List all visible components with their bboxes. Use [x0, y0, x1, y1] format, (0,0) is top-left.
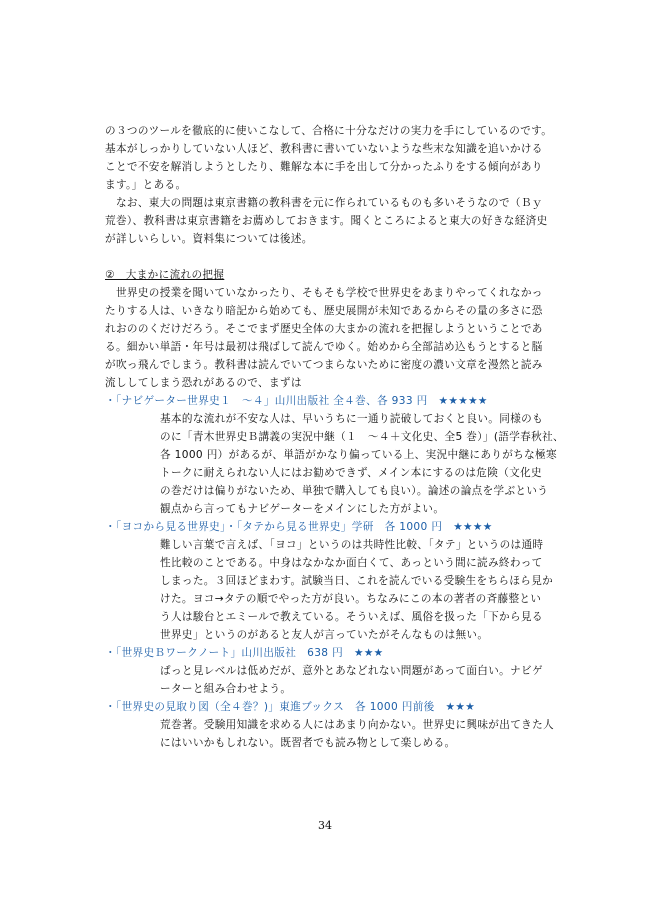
page-number: 34 — [318, 819, 332, 832]
book-description-line: う人は駿台とエミールで教えている。そういえば、風俗を扱った「下から見る — [160, 611, 543, 623]
book-description-line: にはいいかもしれない。既習者でも読み物として楽しめる。 — [160, 737, 456, 749]
book-description-line: 性比較のことである。中身はなかなか面白くて、あっという間に読み終わって — [160, 557, 543, 569]
intro-line: 荒巻）、教科書は東京書籍をお薦めしておきます。聞くところによると東大の好きな経済史 — [105, 215, 548, 227]
intro-line: 基本がしっかりしていない人ほど、教科書に書いていないような些末な知識を追いかける — [105, 143, 543, 155]
paragraph-line: る。細かい単語・年号は最初は飛ばして読んでゆく。始めから全部詰め込もうとすると脳 — [105, 341, 543, 353]
book-title: ・「世界史の見取り図（全４巻？)」東進ブックス 各 1000 円前後 ★★★ — [105, 701, 476, 713]
book-description-line: トークに耐えられない人にはお勧めできず、メイン本にするのは危険（文化史 — [160, 467, 542, 479]
intro-line: なお、東大の問題は東京書籍の教科書を元に作られているものも多いそうなので（Ｂｙ — [105, 197, 543, 209]
book-title: ・「ナビゲーター世界史１ ～４」山川出版社 全４巻、各 933 円 ★★★★★ — [105, 395, 488, 407]
paragraph-line: が吹っ飛んでしまう。教科書は読んでいてつまらないために密度の濃い文章を漫然と読み — [105, 359, 543, 371]
paragraph-line: 流ししてしまう恐れがあるので、まずは — [105, 377, 302, 389]
paragraph-line: 世界史の授業を聞いていなかったり、そもそも学校で世界史をあまりやってくれなかっ — [105, 287, 543, 299]
intro-line: ます。」とある。 — [105, 179, 187, 191]
intro-line: ことで不安を解消しようとしたり、難解な本に手を出して分かったふりをする傾向があり — [105, 161, 543, 173]
book-description-line: の巻だけは偏りがないため、単独で購入しても良い）。論述の論点を学ぶという — [160, 485, 549, 497]
book-description-line: 難しい言葉で言えば、「ヨコ」というのは共時性比較、「タテ」というのは通時 — [160, 539, 544, 551]
intro-line: の３つのツールを徹底的に使いこなして、合格に十分なだけの実力を手にしているのです。 — [105, 125, 553, 137]
paragraph-line: たりする人は、いきなり暗記から始めても、歴史展開が未知であるからその量の多さに恐 — [105, 305, 543, 317]
book-description-line: 世界史」というのがあると友人が言っていたがそんなものは無い。 — [160, 629, 489, 641]
book-description-line: 基本的な流れが不安な人は、早いうちに一通り読破しておくと良い。同様のも — [160, 413, 544, 425]
section-heading: ② 大まかに流れの把握 — [105, 269, 225, 281]
book-description-line: しまった。３回ほどまわす。試験当日、これを読んでいる受験生をちらほら見か — [160, 575, 554, 587]
intro-line: が詳しいらしい。資料集については後述。 — [105, 233, 313, 245]
book-description-line: 観点から言ってもナビゲーターをメインにした方がよい。 — [160, 503, 445, 515]
book-title: ・「ヨコから見る世界史」・「タテから見る世界史」学研 各 1000 円 ★★★★ — [105, 521, 493, 533]
book-description-line: 荒巻著。受験用知識を求める人にはあまり向かない。世界史に興味が出てきた人 — [160, 719, 554, 731]
book-title: ・「世界史Ｂワークノート」山川出版社 638 円 ★★★ — [105, 647, 384, 659]
book-description-line: けた。ヨコ→タテの順でやった方が良い。ちなみにこの本の著者の斉藤整とい — [160, 593, 542, 605]
book-description-line: ぱっと見レベルは低めだが、意外とあなどれない問題があって面白い。ナビゲ — [160, 665, 543, 677]
paragraph-line: れおののくだけだろう。そこでまず歴史全体の大まかの流れを把握しようということであ — [105, 323, 543, 335]
book-description-line: 各 1000 円）があるが、単語がかなり偏っている上、実況中継にありがちな極寒 — [160, 449, 557, 461]
book-description-line: のに「青木世界史Ｂ講義の実況中継（１ ～４＋文化史、全5 巻）」(語学春秋社、 — [160, 431, 564, 443]
book-description-line: ーターと組み合わせよう。 — [160, 683, 292, 695]
